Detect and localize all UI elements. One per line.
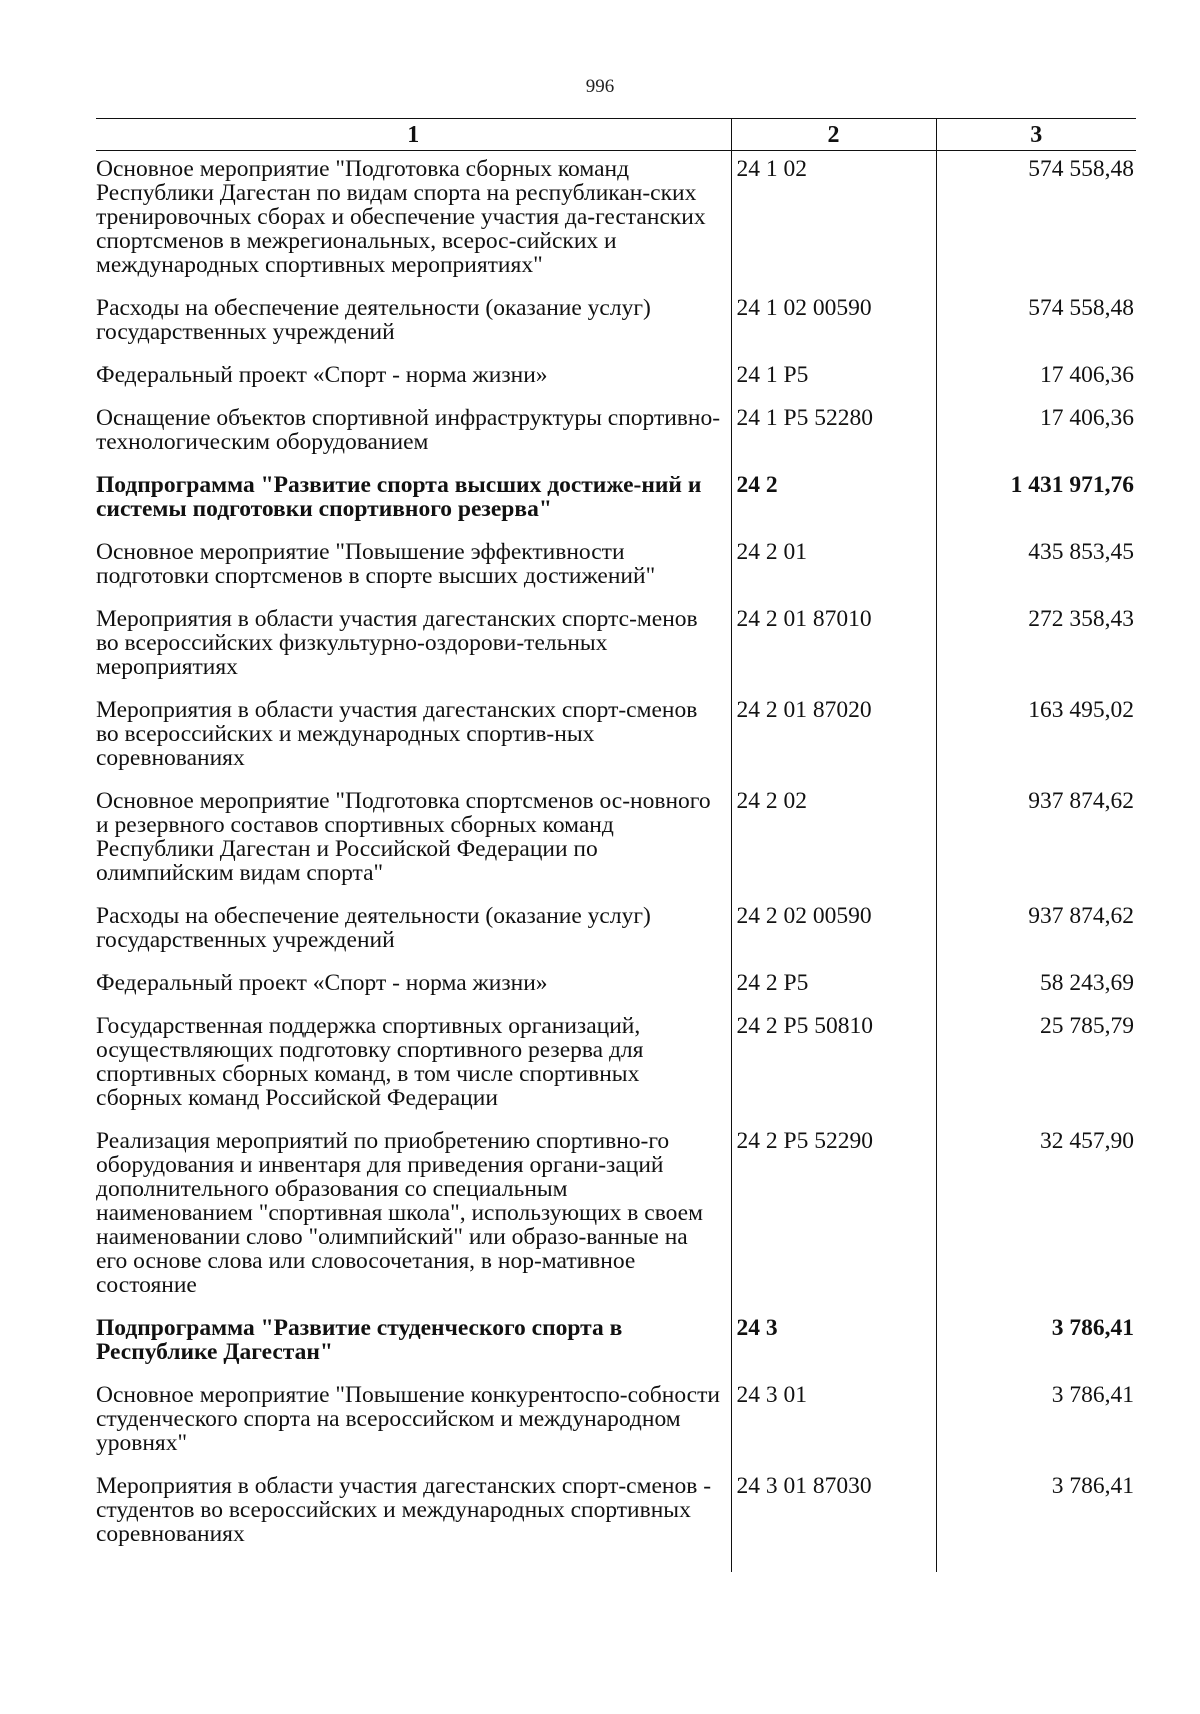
column-header-1: 1 (96, 119, 731, 151)
row-amount-cell: 3 786,41 (936, 1316, 1136, 1383)
row-amount-cell: 574 558,48 (936, 151, 1136, 297)
row-name-cell: Оснащение объектов спортивной инфраструктуры спортивно-технологическим оборудованием (96, 405, 721, 455)
row-amount-cell: 937 874,62 (936, 789, 1136, 904)
row-amount-cell: 1 431 971,76 (936, 473, 1136, 540)
table-row (96, 406, 1136, 473)
row-code-cell: 24 1 02 (731, 151, 936, 297)
row-code-cell: 24 3 (731, 1316, 936, 1383)
row-amount-cell: 3 786,41 (936, 1383, 1136, 1474)
row-name-cell: Основное мероприятие "Повышение эффективности подготовки спортсменов в спорте высших достижений" (96, 539, 656, 589)
row-code-cell: 24 2 01 87020 (731, 698, 936, 789)
row-name-cell: Расходы на обеспечение деятельности (оказание услуг) государственных учреждений (96, 903, 651, 953)
row-amount-cell: 17 406,36 (936, 406, 1136, 473)
table-row (96, 607, 1136, 698)
row-code-cell: 24 2 02 00590 (731, 904, 936, 971)
table-row (96, 363, 1136, 406)
row-name-cell: Основное мероприятие "Подготовка сборных команд Республики Дагестан по видам спорта на республикан-ских тренировочных сборах и обеспечение участия да-гестанских спортсменов в межрегиональных, всерос-сийских и международных спортивных мероприятиях" (96, 156, 706, 278)
row-code-cell: 24 1 Р5 52280 (731, 406, 936, 473)
row-name-cell: Основное мероприятие "Подготовка спортсменов ос-новного и резервного составов спортивных сборных команд Республики Дагестан и Российской Федерации по олимпийским видам спорта" (96, 788, 711, 886)
row-name-cell: Основное мероприятие "Повышение конкурентоспо-собности студенческого спорта на всероссийском и международном уровнях" (96, 1382, 720, 1456)
row-name-cell: Мероприятия в области участия дагестанских спорт-сменов во всероссийских и международных спортив-ных соревнованиях (96, 697, 698, 771)
table-row (96, 296, 1136, 363)
table-row (96, 1014, 1136, 1129)
row-code-cell: 24 2 02 (731, 789, 936, 904)
table-row (96, 1316, 1136, 1383)
row-code-cell: 24 2 Р5 (731, 971, 936, 1014)
table-row (96, 151, 1136, 297)
page-number: 996 (585, 76, 615, 97)
table-body (96, 151, 1136, 1573)
table-row (96, 904, 1136, 971)
row-code-cell: 24 2 Р5 52290 (731, 1129, 936, 1316)
column-header-3: 3 (936, 119, 1136, 151)
row-code-cell: 24 2 (731, 473, 936, 540)
row-amount-cell: 163 495,02 (936, 698, 1136, 789)
row-code-cell: 24 3 01 87030 (731, 1474, 936, 1572)
row-amount-cell: 435 853,45 (936, 540, 1136, 607)
table-row (96, 789, 1136, 904)
table-row (96, 540, 1136, 607)
row-amount-cell: 25 785,79 (936, 1014, 1136, 1129)
row-amount-cell: 574 558,48 (936, 296, 1136, 363)
row-name-cell: Мероприятия в области участия дагестанских спортс-менов во всероссийских физкультурно-оздорови-тельных мероприятиях (96, 606, 698, 680)
row-amount-cell: 17 406,36 (936, 363, 1136, 406)
row-name-cell: Подпрограмма "Развитие спорта высших достиже-ний и системы подготовки спортивного резерва" (96, 472, 702, 522)
table-row (96, 698, 1136, 789)
row-amount-cell: 58 243,69 (936, 971, 1136, 1014)
row-name-cell: Федеральный проект «Спорт - норма жизни» (96, 362, 548, 388)
row-amount-cell: 937 874,62 (936, 904, 1136, 971)
table-row (96, 1474, 1136, 1572)
row-name-cell: Реализация мероприятий по приобретению спортивно-го оборудования и инвентаря для приведения органи-заций дополнительного образования со специальным наименованием "спортивная школа", использующих в своем наименовании слово "олимпийский" или образо-ванные на его основе слова или словосочетания, в нор-мативное состояние (96, 1128, 703, 1298)
row-amount-cell: 3 786,41 (936, 1474, 1136, 1572)
row-name-cell: Мероприятия в области участия дагестанских спорт-сменов - студентов во всероссийских и международных спортивных соревнованиях (96, 1473, 712, 1547)
table-row (96, 1129, 1136, 1316)
row-code-cell: 24 2 01 (731, 540, 936, 607)
row-name-cell: Государственная поддержка спортивных организаций, осуществляющих подготовку спортивного резерва для спортивных сборных команд, в том числе спортивных сборных команд Российской Федерации (96, 1013, 644, 1111)
row-name-cell: Федеральный проект «Спорт - норма жизни» (96, 970, 548, 996)
row-amount-cell: 32 457,90 (936, 1129, 1136, 1316)
row-code-cell: 24 3 01 (731, 1383, 936, 1474)
row-amount-cell: 272 358,43 (936, 607, 1136, 698)
row-name-cell: Расходы на обеспечение деятельности (оказание услуг) государственных учреждений (96, 295, 651, 345)
row-code-cell: 24 2 Р5 50810 (731, 1014, 936, 1129)
budget-table (96, 118, 1136, 1572)
table-row (96, 1383, 1136, 1474)
row-code-cell: 24 1 02 00590 (731, 296, 936, 363)
table-row (96, 971, 1136, 1014)
row-code-cell: 24 2 01 87010 (731, 607, 936, 698)
row-code-cell: 24 1 Р5 (731, 363, 936, 406)
column-header-2: 2 (731, 119, 936, 151)
header-row (96, 119, 1136, 151)
row-name-cell: Подпрограмма "Развитие студенческого спорта в Республике Дагестан" (96, 1315, 623, 1365)
table-row (96, 473, 1136, 540)
